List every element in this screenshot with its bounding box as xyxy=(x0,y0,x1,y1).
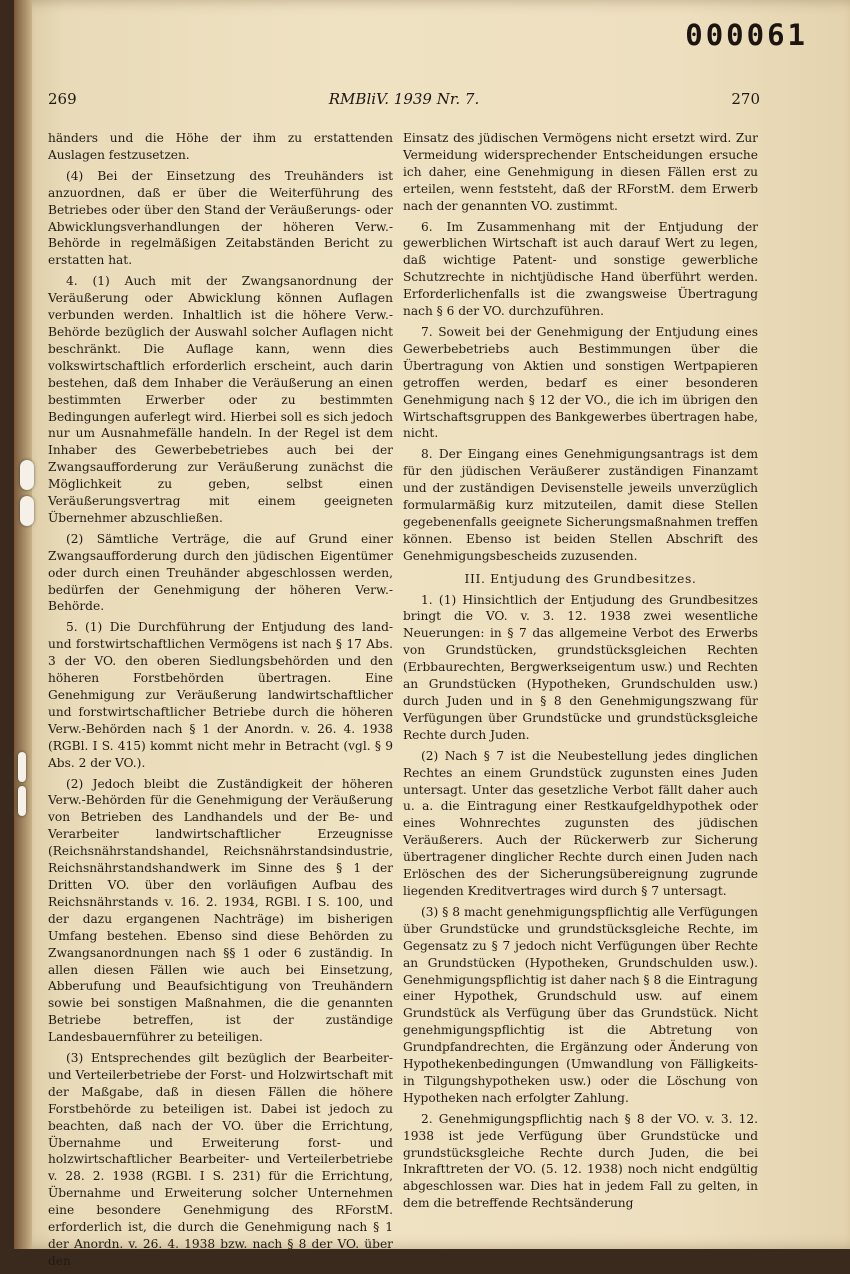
paragraph: (3) Entsprechendes gilt bezüglich der Bearbeiter- und Verteilerbetriebe der Forst- und Holzwirtschaft mit der Maßgabe, daß in diesen Fällen die höhere Forstbehörde zu beteiligen ist. Dabei ist jedoch zu beachten, daß nach der VO. über die Errichtung, Übernahme und Erweiterung forst- und holzwirtschaftlicher Bearbeiter- und Verteilerbetriebe v. 28. 2. 1938 (RGBl. I S. 231) für die Errichtung, Übernahme und Erweiterung solcher Unternehmen eine besondere Genehmigung des RForstM. erforderlich ist, die durch die Genehmigung nach § 1 der Anordn. v. 26. 4. 1938 bzw. nach § 8 der VO. über den xyxy=(48,1051,393,1268)
paragraph: 4. (1) Auch mit der Zwangsanordnung der Veräußerung oder Abwicklung können Auflagen verbunden werden. Inhaltlich ist die höhere Verw.-Behörde bezüglich der Auswahl solcher Auflagen nicht beschränkt. Die Auflage kann, wenn dies volkswirtschaftlich erforderlich erscheint, auch darin bestehen, daß dem Inhaber die Veräußerung an einen bestimmten Erwerber oder zu bestimmten Bedingungen auferlegt wird. Hierbei soll es sich jedoch nur um Ausnahmefälle handeln. In der Regel ist dem Inhaber des Gewerbebetriebes auch bei der Zwangsaufforderung zur Veräußerung zunächst die Möglichkeit zu geben, selbst einen Veräußerungsvertrag mit einem geeigneten Übernehmer abzuschließen. xyxy=(48,274,393,525)
paragraph: 6. Im Zusammenhang mit der Entjudung der gewerblichen Wirtschaft ist auch darauf Wert zu legen, daß wichtige Patent- und sonstige gewerbliche Schutzrechte in nichtjüdische Hand überführt werden. Erforderlichenfalls ist die zwangsweise Übertragung nach § 6 der VO. durchzuführen. xyxy=(403,219,758,319)
punch-hole xyxy=(18,752,26,782)
paragraph: händers und die Höhe der ihm zu erstattenden Auslagen festzusetzen. xyxy=(48,131,393,162)
section-heading: III. Entjudung des Grundbesitzes. xyxy=(464,570,697,586)
punch-hole xyxy=(20,496,34,526)
paragraph: (2) Jedoch bleibt die Zuständigkeit der höheren Verw.-Behörden für die Genehmigung der Veräußerung von Betrieben des Landhandels und der Be- und Verarbeiter landwirtschaftlicher Erzeugnisse (Reichsnährstandshandel, Reichsnährstandsindustrie, Reichsnährstandshandwerk im Sinne des § 1 der Dritten VO. über den vorläufigen Aufbau des Reichsnährstands v. 16. 2. 1934, RGBl. I S. 100, und der dazu ergangenen Nachträge) im bisherigen Umfang bestehen. Ebenso sind diese Behörden zu Zwangsanordnungen nach §§ 1 oder 6 zuständig. In allen diesen Fällen wie auch bei Einsetzung, Abberufung und Beaufsichtigung von Treuhändern sowie bei sonstigen Maßnahmen, die die genannten Betriebe betreffen, ist der zuständige Landesbauernführer zu beteiligen. xyxy=(48,776,393,1045)
punch-hole xyxy=(20,460,34,490)
right-column xyxy=(403,130,758,1216)
binding-edge xyxy=(14,0,32,1249)
left-column xyxy=(48,130,393,1274)
paragraph: Einsatz des jüdischen Vermögens nicht ersetzt wird. Zur Vermeidung widersprechender Entscheidungen ersuche ich daher, eine Genehmigung in diesen Fällen erst zu erteilen, wenn feststeht, daß der RForstM. dem Erwerb nach der genannten VO. zustimmt. xyxy=(403,131,758,213)
paragraph: 7. Soweit bei der Genehmigung der Entjudung eines Gewerbebetriebs auch Bestimmungen über die Übertragung von Aktien und sonstigen Wertpapieren getroffen werden, bedarf es einer besonderen Genehmigung nach § 12 der VO., die ich im übrigen den Wirtschaftsgruppen des Bankgewerbes übertragen habe, nicht. xyxy=(403,324,758,441)
paragraph: (4) Bei der Einsetzung des Treuhänders ist anzuordnen, daß er über die Weiterführung des Betriebes oder über den Stand der Veräußerungs- oder Abwicklungsverhandlungen der höheren Verw.-Behörde in regelmäßigen Zeitabständen Bericht zu erstatten hat. xyxy=(48,168,393,268)
paragraph: 8. Der Eingang eines Genehmigungsantrags ist dem für den jüdischen Veräußerer zuständigen Finanzamt und der zuständigen Devisenstelle jeweils unverzüglich formularmäßig kurz mitzuteilen, damit diese Stellen gegebenenfalls geeignete Sicherungsmaßnahmen treffen können. Ebenso ist beiden Stellen Abschrift des Genehmigungsbescheids zuzusenden. xyxy=(403,447,758,563)
page-header xyxy=(48,90,760,114)
archive-stamp-number: 000061 xyxy=(685,18,808,52)
paragraph: (2) Sämtliche Verträge, die auf Grund einer Zwangsaufforderung durch den jüdischen Eigentümer oder durch einen Treuhänder abgeschlossen werden, bedürfen der Genehmigung der höheren Verw.-Behörde. xyxy=(48,531,393,614)
paragraph: 1. (1) Hinsichtlich der Entjudung des Grundbesitzes bringt die VO. v. 3. 12. 1938 zwei wesentliche Neuerungen: in § 7 das allgemeine Verbot des Erwerbs von Grundstücken, grundstücksgleichen Rechten (Erbbaurechten, Bergwerkseigentum usw.) und Rechten an Grundstücken (Hypotheken, Grundschulden usw.) durch Juden und in § 8 den Genehmigungszwang für Verfügungen über Grundstücke und grundstücksgleiche Rechte durch Juden. xyxy=(403,592,758,742)
punch-hole xyxy=(18,786,26,816)
page-number-left: 269 xyxy=(48,90,77,108)
page-number-right: 270 xyxy=(731,90,760,108)
paragraph: (2) Nach § 7 ist die Neubestellung jedes dinglichen Rechtes an einem Grundstück zugunsten eines Juden untersagt. Unter das gesetzliche Verbot fällt daher auch u. a. die Eintragung einer Restkaufgeldhypothek oder eines Wohnrechtes zugunsten des jüdischen Veräußerers. Auch der Rückerwerb zur Sicherung übertragener dinglicher Rechte durch einen Juden nach Erlöschen des der Sicherungsübereignung zugrunde liegenden Kreditvertrages wird durch § 7 untersagt. xyxy=(403,748,758,898)
paragraph: 2. Genehmigungspflichtig nach § 8 der VO. v. 3. 12. 1938 ist jede Verfügung über Grundstücke und grundstücksgleiche Rechte durch Juden, die bei Inkrafttreten der VO. (5. 12. 1938) noch nicht endgültig abgeschlossen war. Dies hat in jedem Fall zu gelten, in dem die betreffende Rechtsänderung xyxy=(403,1111,758,1211)
journal-title: RMBliV. 1939 Nr. 7. xyxy=(328,90,480,108)
paragraph: (3) § 8 macht genehmigungspflichtig alle Verfügungen über Grundstücke und grundstücksgleiche Rechte, im Gegensatz zu § 7 jedoch nicht Verfügungen über Rechte an Grundstücken (Hypotheken, Grundschulden usw.). Genehmigungspflichtig ist daher nach § 8 die Eintragung einer Hypothek, Grundschuld usw. auf einem Grundstück als Verfügung über das Grundstück. Nicht genehmigungspflichtig ist die Abtretung von Grundpfandrechten, die Ergänzung oder Änderung von Hypothekenbedingungen (Umwandlung von Fälligkeits- in Tilgungshypotheken usw.) oder die Löschung von Hypotheken nach erfolgter Zahlung. xyxy=(403,904,758,1105)
paragraph: 5. (1) Die Durchführung der Entjudung des land- und forstwirtschaftlichen Vermögens ist nach § 17 Abs. 3 der VO. den oberen Siedlungsbehörden und den höheren Forstbehörden übertragen. Eine Genehmigung zur Veräußerung landwirtschaftlicher und forstwirtschaftlicher Betriebe durch die höheren Verw.-Behörden nach § 1 der Anordn. v. 26. 4. 1938 (RGBl. I S. 415) kommt nicht mehr in Betracht (vgl. § 9 Abs. 2 der VO.). xyxy=(48,620,393,770)
